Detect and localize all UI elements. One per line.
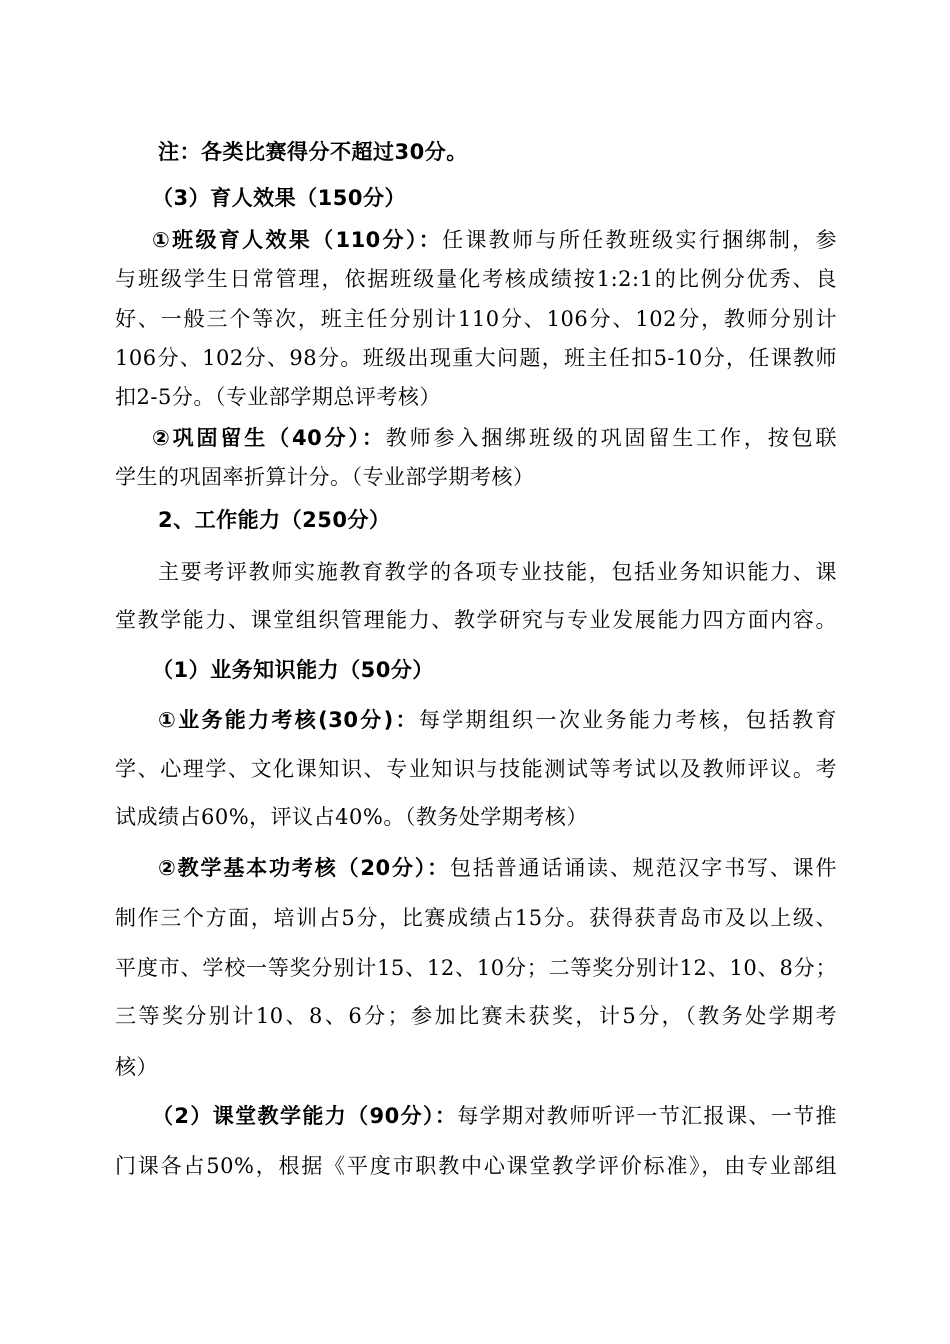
paragraph-line [152,229,837,252]
paragraph-line [115,347,837,370]
item-label: ①班级育人效果（110分）： [152,228,443,252]
note-text: 注：各类比赛得分不超过30分。 [158,140,468,164]
item-label: ②教学基本功考核（20分）： [158,856,450,880]
paragraph-text: 平度市、学校一等奖分别计15、12、10分；二等奖分别计12、10、8分； [115,956,837,980]
paragraph-text: 好、一般三个等次，班主任分别计110分、106分、102分，教师分别计 [115,307,837,331]
paragraph-line [115,609,837,632]
paragraph-line [115,806,837,829]
paragraph-line [115,907,837,930]
paragraph-text: 试成绩占60%，评议占40%。（教务处学期考核） [115,805,588,829]
paragraph-text: 106分、102分、98分。班级出现重大问题，班主任扣5-10分，任课教师 [115,346,837,370]
item-label: （2）课堂教学能力（90分）： [152,1104,458,1128]
paragraph-line [115,466,837,489]
note-line [158,141,837,164]
paragraph-text: 扣2-5分。（专业部学期总评考核） [115,385,441,409]
paragraph-line [115,1056,837,1079]
heading-education-effect [152,187,837,210]
paragraph-line [158,709,837,732]
paragraph-line [115,1005,837,1028]
paragraph-text: 每学期对教师听评一节汇报课、一节推 [457,1104,837,1128]
paragraph-line [115,1155,837,1178]
paragraph-text: 门课各占50%，根据《平度市职教中心课堂教学评价标准》，由专业部组 [115,1154,837,1178]
paragraph-line [115,386,837,409]
paragraph-line [115,957,837,980]
paragraph-line [115,308,837,331]
paragraph-text: 学、心理学、文化课知识、专业知识与技能测试等考试以及教师评议。考 [115,757,837,781]
paragraph-text: 每学期组织一次业务能力考核，包括教育 [418,708,838,732]
paragraph-text: 与班级学生日常管理，依据班级量化考核成绩按1:2:1的比例分优秀、良 [115,267,837,291]
paragraph-text: 包括普通话诵读、规范汉字书写、课件 [449,856,837,880]
paragraph-text: 任课教师与所任教班级实行捆绑制，参 [442,228,837,252]
paragraph-line [115,268,837,291]
heading-text: 2、工作能力（250分） [158,508,391,532]
heading-text: （1）业务知识能力（50分） [152,658,434,682]
paragraph-text: 主要考评教师实施教育教学的各项专业技能，包括业务知识能力、课 [158,560,837,584]
paragraph-text: 教师参入捆绑班级的巩固留生工作，按包联 [385,426,837,450]
paragraph-text: 三等奖分别计10、8、6分；参加比赛未获奖，计5分，（教务处学期考 [115,1004,837,1028]
heading-text: （3）育人效果（150分） [152,186,406,210]
heading-knowledge-ability [152,659,837,682]
heading-work-ability [158,509,837,532]
paragraph-line [115,758,837,781]
paragraph-line [152,1105,837,1128]
item-label: ②巩固留生（40分）： [152,426,386,450]
paragraph-text: 核） [115,1055,158,1079]
item-label: ①业务能力考核(30分)： [158,708,419,732]
paragraph-text: 学生的巩固率折算计分。（专业部学期考核） [115,465,535,489]
paragraph-text: 制作三个方面，培训占5分，比赛成绩占15分。获得获青岛市及以上级、 [115,906,837,930]
paragraph-line [158,561,837,584]
paragraph-text: 堂教学能力、课堂组织管理能力、教学研究与专业发展能力四方面内容。 [115,608,837,632]
paragraph-line [152,427,837,450]
paragraph-line [158,857,837,880]
